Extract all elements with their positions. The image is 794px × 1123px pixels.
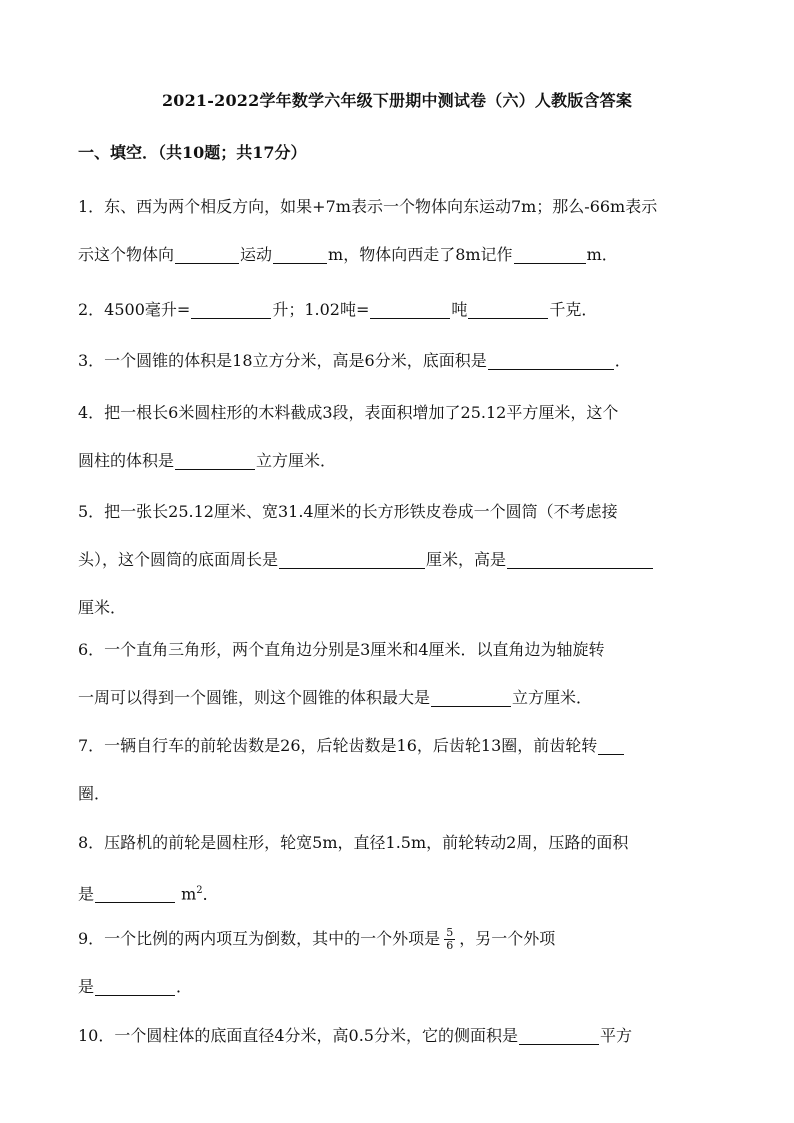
question-10-text-b: 平方	[600, 1026, 633, 1045]
question-4-line-2	[78, 437, 718, 485]
answer-blank[interactable]	[519, 1024, 599, 1045]
question-5-text-b: 厘米，高是	[426, 550, 507, 569]
question-4	[78, 389, 718, 485]
answer-blank[interactable]	[431, 686, 511, 707]
answer-blank[interactable]	[468, 298, 548, 319]
answer-blank[interactable]	[95, 882, 175, 903]
answer-blank[interactable]	[279, 548, 425, 569]
question-1-text-b: 运动	[240, 245, 273, 264]
question-6-line-2	[78, 674, 718, 722]
question-3-text-b: ．	[614, 351, 631, 370]
question-9-line-1	[78, 915, 718, 963]
question-7-line-1	[78, 722, 718, 770]
fraction	[444, 927, 455, 952]
question-9-text-b: ，另一个外项	[459, 929, 556, 948]
question-7-line-2: 圈．	[78, 784, 111, 803]
question-1	[78, 183, 718, 279]
answer-blank[interactable]	[175, 449, 255, 470]
question-1-line-1: 1．东、西为两个相反方向，如果+7m表示一个物体向东运动7m；那么-66m表示	[78, 197, 658, 216]
question-8-line-2	[78, 867, 718, 918]
question-5-line-3: 厘米．	[78, 598, 127, 617]
question-2-text-b: 升；1.02吨=	[272, 300, 370, 319]
question-1-text-d: m．	[586, 245, 618, 264]
question-9-text-c: 是	[78, 977, 95, 996]
answer-blank[interactable]	[175, 243, 239, 264]
question-7	[78, 722, 718, 818]
question-9	[78, 915, 718, 1011]
question-6-text-b: 立方厘米．	[512, 688, 593, 707]
question-4-text-a: 圆柱的体积是	[78, 451, 175, 470]
question-5-line-2	[78, 536, 718, 584]
question-7-text-a: 7．一辆自行车的前轮齿数是26，后轮齿数是16，后齿轮13圈，前齿轮转	[78, 736, 598, 755]
answer-blank[interactable]	[598, 734, 624, 755]
question-1-line-2	[78, 231, 718, 279]
fraction-numerator: 5	[446, 926, 454, 939]
answer-blank[interactable]	[95, 975, 175, 996]
question-10	[78, 1012, 718, 1060]
question-2-text-a: 2．4500毫升=	[78, 300, 191, 319]
answer-blank[interactable]	[191, 298, 271, 319]
question-8-text-a: 是	[78, 884, 95, 904]
question-4-line-1: 4．把一根长6米圆柱形的木料截成3段，表面积增加了25.12平方厘米，这个	[78, 403, 619, 422]
question-10-line-1	[78, 1012, 718, 1060]
question-8-text-c: ．	[202, 884, 219, 904]
answer-blank[interactable]	[507, 548, 653, 569]
answer-blank[interactable]	[514, 243, 586, 264]
question-1-text-c: m，物体向西走了8m记作	[328, 245, 513, 264]
question-3	[78, 337, 718, 385]
question-6	[78, 626, 718, 722]
answer-blank[interactable]	[488, 349, 614, 370]
question-9-line-2	[78, 963, 718, 1011]
question-5	[78, 488, 718, 632]
question-8-line-1: 8．压路机的前轮是圆柱形，轮宽5m，直径1.5m，前轮转动2周，压路的面积	[78, 833, 629, 852]
question-2-text-d: 千克．	[549, 300, 598, 319]
answer-blank[interactable]	[370, 298, 450, 319]
question-3-line-1	[78, 337, 718, 385]
question-2-text-c: 吨	[451, 300, 468, 319]
question-2-line-1	[78, 286, 718, 334]
question-3-text-a: 3．一个圆锥的体积是18立方分米，高是6分米，底面积是	[78, 351, 487, 370]
question-2	[78, 286, 718, 334]
page-title: 2021-2022学年数学六年级下册期中测试卷（六）人教版含答案	[161, 91, 633, 110]
answer-blank[interactable]	[273, 243, 327, 264]
question-10-text-a: 10．一个圆柱体的底面直径4分米，高0.5分米，它的侧面积是	[78, 1026, 518, 1045]
section-heading: 一、填空．（共10题；共17分）	[78, 143, 307, 162]
question-9-text-d: ．	[176, 977, 193, 996]
question-8-unit-exponent: 2	[196, 885, 203, 896]
question-6-text-a: 一周可以得到一个圆锥，则这个圆锥的体积最大是	[78, 688, 431, 707]
question-8-unit: m	[181, 884, 197, 904]
question-8	[78, 819, 718, 918]
fraction-denominator: 6	[446, 939, 454, 952]
question-1-text-a: 示这个物体向	[78, 245, 175, 264]
question-9-text-a: 9．一个比例的两内项互为倒数，其中的一个外项是	[78, 929, 441, 948]
question-5-text-a: 头），这个圆筒的底面周长是	[78, 550, 279, 569]
question-4-text-b: 立方厘米．	[256, 451, 337, 470]
question-5-line-1: 5．把一张长25.12厘米、宽31.4厘米的长方形铁皮卷成一个圆筒（不考虑接	[78, 502, 618, 521]
question-6-line-1: 6．一个直角三角形，两个直角边分别是3厘米和4厘米．以直角边为轴旋转	[78, 640, 605, 659]
